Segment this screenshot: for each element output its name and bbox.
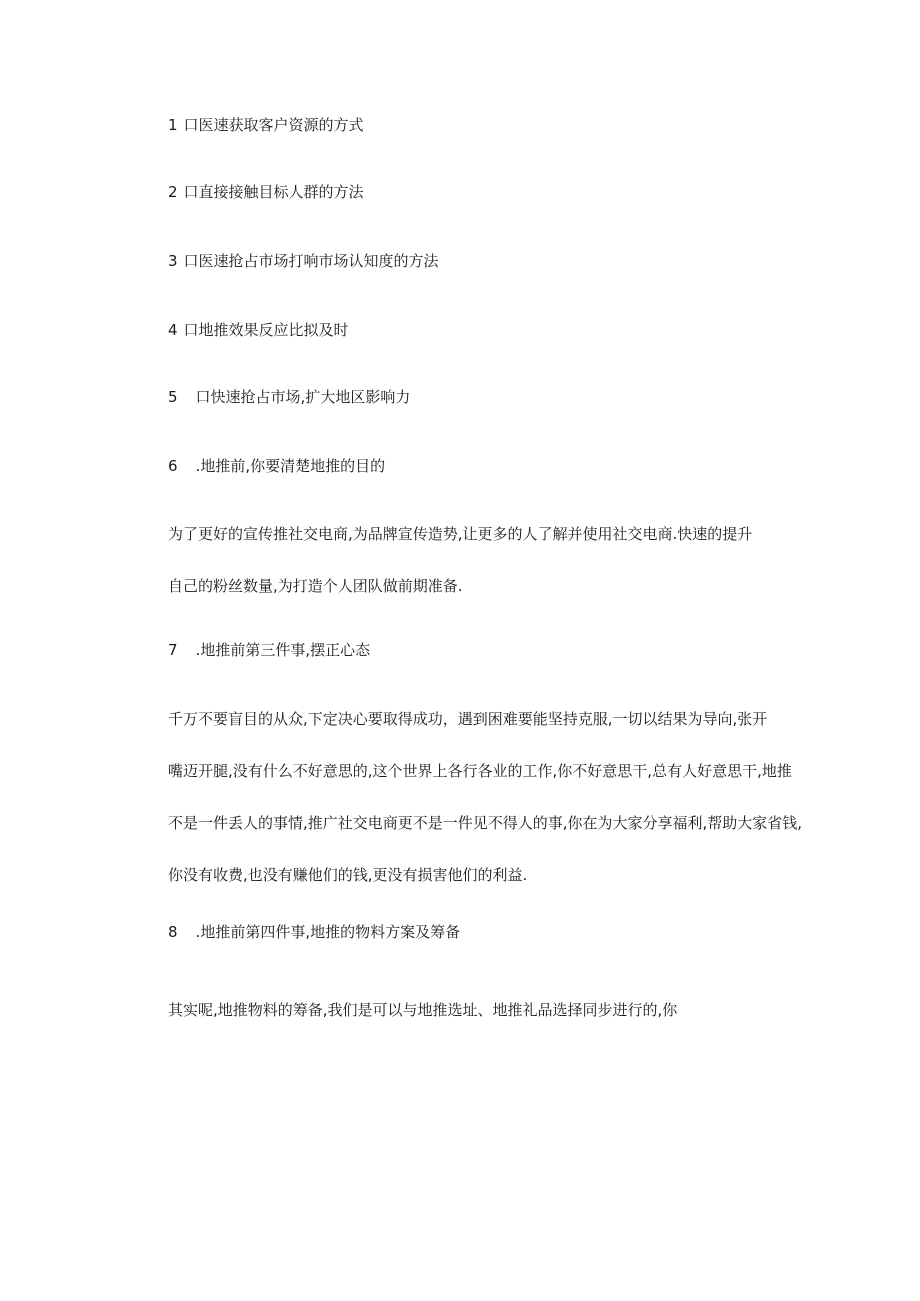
item-number: 4 [168, 321, 178, 339]
paragraph-line: 千万不要盲目的从众,下定决心要取得成功，遇到困难要能坚持克服,一切以结果为导向,张开 [168, 710, 768, 728]
item-number: 7 [168, 641, 178, 659]
paragraph-8 [168, 1000, 784, 1020]
list-item-7 [168, 640, 370, 660]
item-number: 2 [168, 183, 178, 201]
item-text: 口地推效果反应比拟及时 [183, 321, 349, 339]
list-item-5 [168, 387, 410, 407]
paragraph-6 [168, 524, 784, 596]
list-item-2 [168, 182, 364, 202]
item-text: .地推前,你要清楚地推的目的 [195, 457, 386, 475]
paragraph-7 [168, 709, 803, 885]
item-text: 口医速抢占市场打响市场认知度的方法 [183, 252, 439, 270]
item-number: 3 [168, 252, 178, 270]
item-text: .地推前第三件事,摆正心态 [195, 641, 371, 659]
list-item-3 [168, 251, 439, 271]
item-number: 5 [168, 388, 178, 406]
paragraph-line: 嘴迈开腿,没有什么不好意思的,这个世界上各行各业的工作,你不好意思干,总有人好意思干,地推 [168, 762, 792, 780]
list-item-4 [168, 320, 349, 340]
list-item-1 [168, 115, 364, 135]
item-number: 6 [168, 457, 178, 475]
item-text: .地推前第四件事,地推的物料方案及筹备 [195, 923, 461, 941]
item-text: 口快速抢占市场,扩大地区影响力 [195, 388, 411, 406]
list-item-8 [168, 922, 460, 942]
list-item-6 [168, 456, 385, 476]
paragraph-line: 自己的粉丝数量,为打造个人团队做前期准备. [168, 577, 463, 595]
item-text: 口医速获取客户资源的方式 [183, 116, 364, 134]
item-text: 口直接接触目标人群的方法 [183, 183, 364, 201]
paragraph-line: 你没有收费,也没有赚他们的钱,更没有损害他们的利益. [168, 866, 528, 884]
item-number: 8 [168, 923, 178, 941]
item-number: 1 [168, 116, 178, 134]
paragraph-line: 其实呢,地推物料的筹备,我们是可以与地推选址、地推礼品选择同步进行的,你 [168, 1001, 678, 1019]
paragraph-line: 为了更好的宣传推社交电商,为品牌宣传造势,让更多的人了解并使用社交电商.快速的提升 [168, 525, 753, 543]
paragraph-line: 不是一件丢人的事情,推广社交电商更不是一件见不得人的事,你在为大家分享福利,帮助大家省钱, [168, 814, 803, 832]
